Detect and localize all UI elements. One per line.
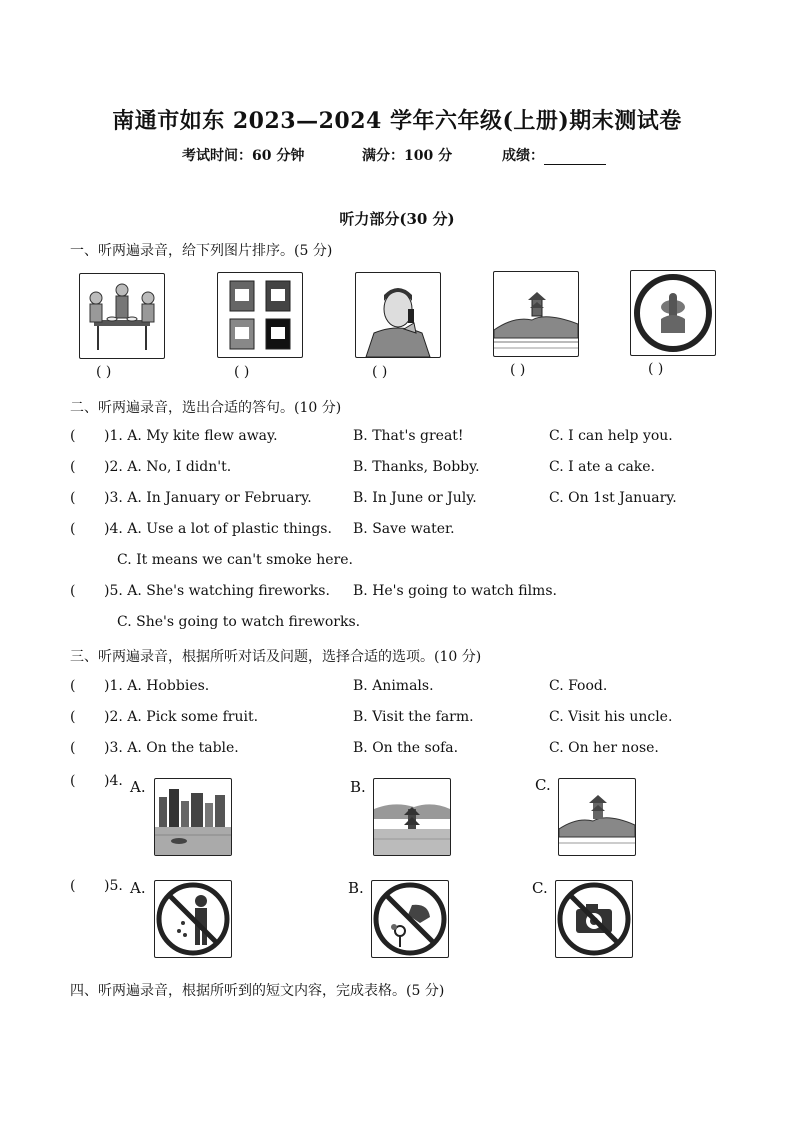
- question-option-c: C. On her nose.: [549, 740, 659, 756]
- question-option-b: B. Thanks, Bobby.: [353, 459, 480, 475]
- question-option-a: )4. A. Use a lot of plastic things.: [104, 521, 332, 537]
- question-option-c: C. On 1st January.: [549, 490, 677, 506]
- question-number: )5.: [104, 878, 123, 894]
- score-blank[interactable]: [544, 150, 606, 165]
- question-option-b: B. On the sofa.: [353, 740, 459, 756]
- no-photos-icon[interactable]: [555, 880, 633, 958]
- answer-paren[interactable]: (: [70, 490, 76, 506]
- listening-section-heading: 听力部分(30 分): [339, 210, 455, 228]
- answer-paren[interactable]: (: [70, 521, 76, 537]
- question-option-b: B. That's great!: [353, 428, 464, 444]
- question-option-c: C. She's going to watch fireworks.: [117, 614, 361, 630]
- option-a-label: A.: [130, 879, 146, 897]
- score-label: 成绩：: [502, 148, 544, 164]
- question-option-a: )3. A. On the table.: [104, 740, 239, 756]
- answer-blank[interactable]: ( ): [96, 364, 112, 380]
- question-number: )4.: [104, 773, 123, 789]
- answer-paren[interactable]: (: [70, 583, 76, 599]
- full-score: 满分：100 分: [362, 148, 453, 164]
- recycle-bins-icon: [217, 272, 303, 358]
- question-option-a: )5. A. She's watching fireworks.: [104, 583, 330, 599]
- option-c-label: C.: [532, 879, 548, 897]
- question-option-b: B. In June or July.: [353, 490, 477, 506]
- pagoda-hill-icon: [493, 271, 579, 357]
- question-option-c: C. Visit his uncle.: [549, 709, 673, 725]
- option-c-label: C.: [535, 776, 551, 794]
- option-a-label: A.: [130, 778, 146, 796]
- part3-instruction: 三、听两遍录音，根据所听对话及问题，选择合适的选项。(10 分): [70, 649, 482, 665]
- exam-title: 南通市如东 2023—2024 学年六年级(上册)期末测试卷: [112, 108, 682, 134]
- no-picking-flowers-icon[interactable]: [371, 880, 449, 958]
- question-option-b: B. Animals.: [353, 678, 434, 694]
- city-river-icon[interactable]: [154, 778, 232, 856]
- question-option-b: B. Visit the farm.: [353, 709, 474, 725]
- answer-paren[interactable]: (: [70, 878, 76, 894]
- exam-time: 考试时间：60 分钟: [182, 148, 305, 164]
- quiet-sign-icon: [630, 270, 716, 356]
- part4-instruction: 四、听两遍录音，根据所听到的短文内容，完成表格。(5 分): [70, 983, 445, 999]
- question-option-a: )1. A. My kite flew away.: [104, 428, 278, 444]
- question-option-a: )3. A. In January or February.: [104, 490, 312, 506]
- question-option-b: B. Save water.: [353, 521, 455, 537]
- answer-paren[interactable]: (: [70, 740, 76, 756]
- answer-blank[interactable]: ( ): [372, 364, 388, 380]
- answer-blank[interactable]: ( ): [648, 361, 664, 377]
- answer-paren[interactable]: (: [70, 428, 76, 444]
- question-option-a: )2. A. No, I didn't.: [104, 459, 232, 475]
- question-option-a: )2. A. Pick some fruit.: [104, 709, 259, 725]
- answer-paren[interactable]: (: [70, 773, 76, 789]
- part2-instruction: 二、听两遍录音，选出合适的答句。(10 分): [70, 400, 342, 416]
- question-option-b: B. He's going to watch films.: [353, 583, 557, 599]
- man-on-phone-icon: [355, 272, 441, 358]
- answer-paren[interactable]: (: [70, 709, 76, 725]
- answer-paren[interactable]: (: [70, 678, 76, 694]
- question-option-c: C. I can help you.: [549, 428, 673, 444]
- pagoda-hill-icon[interactable]: [558, 778, 636, 856]
- question-option-c: C. It means we can't smoke here.: [117, 552, 353, 568]
- question-option-a: )1. A. Hobbies.: [104, 678, 210, 694]
- question-option-c: C. Food.: [549, 678, 608, 694]
- option-b-label: B.: [348, 879, 364, 897]
- part1-instruction: 一、听两遍录音，给下列图片排序。(5 分): [70, 243, 333, 259]
- family-dinner-icon: [79, 273, 165, 359]
- no-littering-icon[interactable]: [154, 880, 232, 958]
- question-option-c: C. I ate a cake.: [549, 459, 656, 475]
- tower-lake-icon[interactable]: [373, 778, 451, 856]
- answer-paren[interactable]: (: [70, 459, 76, 475]
- score-field: [502, 145, 606, 165]
- option-b-label: B.: [350, 778, 366, 796]
- answer-blank[interactable]: ( ): [510, 362, 526, 378]
- answer-blank[interactable]: ( ): [234, 364, 250, 380]
